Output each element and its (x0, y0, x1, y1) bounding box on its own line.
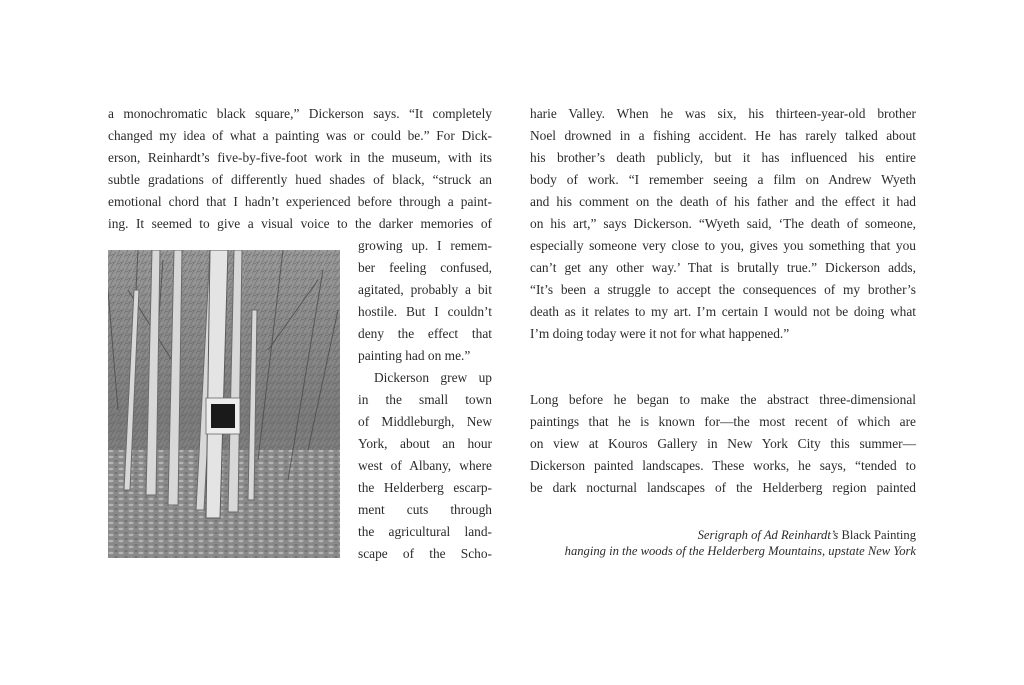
caption-prefix: Serigraph of Ad Reinhardt’s (697, 528, 839, 542)
right-text-line: “It’s been a struggle to accept the consequences of my brother’s (530, 282, 916, 297)
caption-artwork-title: Black Painting (841, 528, 916, 542)
right-text-line: and his comment on the death of his father and the effect it had (530, 194, 916, 209)
left-text-line: emotional chord that I hadn’t experienced before through a paint- (108, 194, 492, 209)
left-text-line: ment cuts through (358, 502, 492, 517)
left-text-line: agitated, probably a bit (358, 282, 492, 297)
forest-photo (108, 250, 340, 558)
left-text-line: subtle gradations of differently hued shades of black, “struck an (108, 172, 492, 187)
left-text-line: Dickerson grew up (374, 370, 492, 385)
left-text-line: growing up. I remem- (358, 238, 492, 253)
right-text-line: Long before he began to make the abstract three-dimensional (530, 392, 916, 407)
left-text-line: erson, Reinhardt’s five-by-five-foot work in the museum, with its (108, 150, 492, 165)
left-text-line: York, about an hour (358, 436, 492, 451)
caption-line-1 (516, 527, 916, 544)
left-text-line: a monochromatic black square,” Dickerson says. “It completely (108, 106, 492, 121)
right-text-line: on view at Kouros Gallery in New York City this summer— (530, 436, 916, 451)
left-text-line: deny the effect that (358, 326, 492, 341)
left-text-line: the agricultural land- (358, 524, 492, 539)
left-text-line: ber feeling confused, (358, 260, 492, 275)
left-text-line: in the small town (358, 392, 492, 407)
right-text-line: I’m doing today were it not for what happened.” (530, 326, 790, 341)
right-text-line: be dark nocturnal landscapes of the Helderberg region painted (530, 480, 916, 495)
right-text-line: especially someone very close to you, gives you something that you (530, 238, 916, 253)
left-text-line: the Helderberg escarp- (358, 480, 492, 495)
left-text-line: of Middleburgh, New (358, 414, 492, 429)
right-text-line: body of work. “I remember seeing a film on Andrew Wyeth (530, 172, 916, 187)
right-text-line: can’t get any other way.’ That is brutally true.” Dickerson adds, (530, 260, 916, 275)
right-text-line: harie Valley. When he was six, his thirteen-year-old brother (530, 106, 916, 121)
caption-line-2: hanging in the woods of the Helderberg Mountains, upstate New York (564, 544, 916, 558)
left-text-line: hostile. But I couldn’t (358, 304, 492, 319)
right-text-line: death as it relates to my art. I’m certain I would not be doing what (530, 304, 916, 319)
left-text-line: ing. It seemed to give a visual voice to the darker memories of (108, 216, 492, 231)
right-text-line: paintings that he is known for—the most recent of which are (530, 414, 916, 429)
right-text-line: Noel drowned in a fishing accident. He has rarely talked about (530, 128, 916, 143)
left-text-line: changed my idea of what a painting was or could be.” For Dick- (108, 128, 492, 143)
right-text-line: on his art,” says Dickerson. “Wyeth said, ‘The death of someone, (530, 216, 916, 231)
left-text-line: west of Albany, where (358, 458, 492, 473)
left-text-line: scape of the Scho- (358, 546, 492, 561)
right-text-line: Dickerson painted landscapes. These works, he says, “tended to (530, 458, 916, 473)
right-text-line: his brother’s death publicly, but it has influenced his entire (530, 150, 916, 165)
left-text-line: painting had on me.” (358, 348, 471, 363)
